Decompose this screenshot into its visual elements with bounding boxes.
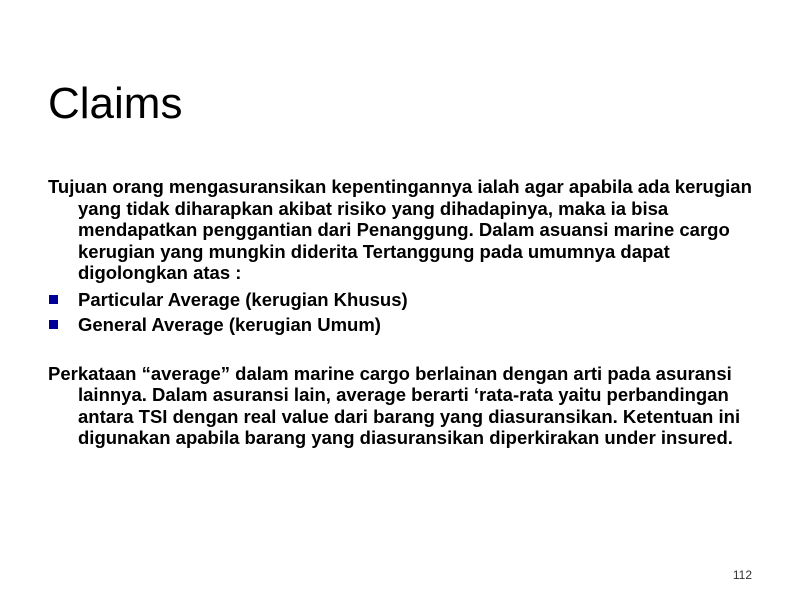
bullet-item-general-average (48, 314, 760, 336)
square-bullet-icon (49, 295, 58, 304)
bullet-item-particular-average (48, 289, 760, 311)
page-number: 112 (732, 568, 752, 582)
square-bullet-icon (49, 320, 58, 329)
slide-title: Claims (48, 79, 183, 128)
slide-body (48, 176, 760, 449)
average-definition-paragraph: Perkataan “average” dalam marine cargo berlainan dengan arti pada asuransi lainnya. Dalam asuransi lain, average berarti ‘rata-rata yaitu perbandingan antara TSI dengan real value dari barang yang diasuransikan. Ketentuan ini digunakan apabila barang yang diasuransikan diperkirakan under insured. (48, 362, 741, 448)
bullet-text: General Average (kerugian Umum) (78, 314, 381, 335)
bullet-list (48, 289, 760, 336)
bullet-text: Particular Average (kerugian Khusus) (78, 288, 408, 310)
intro-paragraph: Tujuan orang mengasuransikan kepentingannya ialah agar apabila ada kerugian yang tidak diharapkan akibat risiko yang dihadapinya, maka ia bisa mendapatkan penggantian dari Penanggung. Dalam asuansi marine cargo kerugian yang mungkin diderita Tertanggung pada umumnya dapat digolongkan atas : (48, 176, 752, 283)
